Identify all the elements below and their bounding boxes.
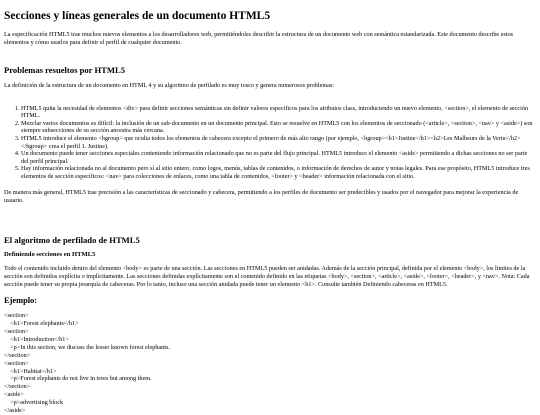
- algorithm-paragraph: Todo el contenido incluido dentro del elemento <body> es parte de una sección. Las secciones en HTML5 pueden ser anidadas. Además de la sección principal, definida por el elemento <body>, los límites de la sección son definidos explícita o implícitamente. Las secciones definidas explícitamente son el contenido definido en las etiquetas <body>, <section>, <article>, <aside>, <footer>, <header>, y <nav>. Nota: Cada sección puede tener su propia jerarquía de cabeceras. Por lo tanto, incluso una sección anidada puede tener un elemento <h1>. Consulte también Definiendo cabeceras en HTML5.: [4, 265, 530, 288]
- defining-sections-heading: Definiendo secciones en HTML5: [4, 251, 96, 259]
- summary-paragraph: De manera más general, HTML5 trae precisión a las características de seccionado y cabecera, permitiendo a los perfiles de documento ser predecibles y usados por el navegador para mejorar la experiencia de usuario.: [4, 189, 519, 204]
- problems-lead: La definición de la estructura de un documento en HTML 4 y su algoritmo de perfilado es muy tosco y genera numerosos problemas:: [4, 82, 335, 90]
- problems-list-item: 1. HTML5 quita la necesidad de elementos <div> para definir secciones semánticas sin definir valores específicos para los atributos class, introduciendo un nuevo elemento, <section>, el elemento de sección HTML.: [21, 105, 536, 120]
- example-code-block: <section> <h1>Forest elephants</h1> <section> <h1>Introduction</h1> <p>In this section, we discuss the lesser known forest elephants. </section> <section> <h1>Habitat</h1> <p>Forest elephants do not live in trees but among them. </section> <aside> <p>advertising block </aside>: [4, 312, 170, 414]
- problems-list-item: 2. Mezclar varios documentos es difícil: la inclusión de un sub-documento en un documento principal. Esto se resuelve en HTML5 con los elementos de seccionado (<article>, <section>, <nav> y <aside>) son siempre subsecciones de su sección ancestra más cercana.: [21, 120, 536, 135]
- problems-list: [4, 105, 536, 181]
- problems-list-item: 4. Un documento puede tener secciones especiales conteniendo información relacionado que no es parte del flujo principal. HTML5 introduce el elemento <aside> permitiendo a dichas secciones no ser parte del perfil principal.: [21, 150, 536, 165]
- problems-list-item: 5. Hay información relacionada no al documento pero sí al sitio entero, como logos, menús, tablas de contenidos, o información de derechos de autor y notas legales. Para ese propósito, HTML5 introduce tres elementos de sección específicos: <nav> para colecciones de enlaces, como una tabla de contenidos, <footer> y <header> información relacionada con el sitio.: [21, 165, 536, 180]
- algorithm-heading: El algoritmo de perfilado de HTML5: [4, 234, 140, 245]
- problems-heading: Problemas resueltos por HTML5: [4, 65, 126, 76]
- problems-list-item: 3. HTML5 introduce el elemento <hgroup> que oculta todos los elementos de cabecera excepto el primero de más alto rango (por ejemplo, <hgroup><h1>Justine</h1><h2>Les Malheurs de la Vertu</h2></hgroup> crea el perfil 1. Justine).: [21, 135, 536, 150]
- page-title: Secciones y líneas generales de un documento HTML5: [4, 10, 271, 22]
- example-heading: Ejemplo:: [4, 296, 38, 306]
- intro-paragraph: La especificación HTML5 trae muchos nuevos elementos a los desarrolladores web, permitiéndoles describir la estructura de un documento web con semántica estandarizada. Este documento describe estos elementos y cómo usarlos para definir el perfil de cualquier documento.: [4, 31, 514, 46]
